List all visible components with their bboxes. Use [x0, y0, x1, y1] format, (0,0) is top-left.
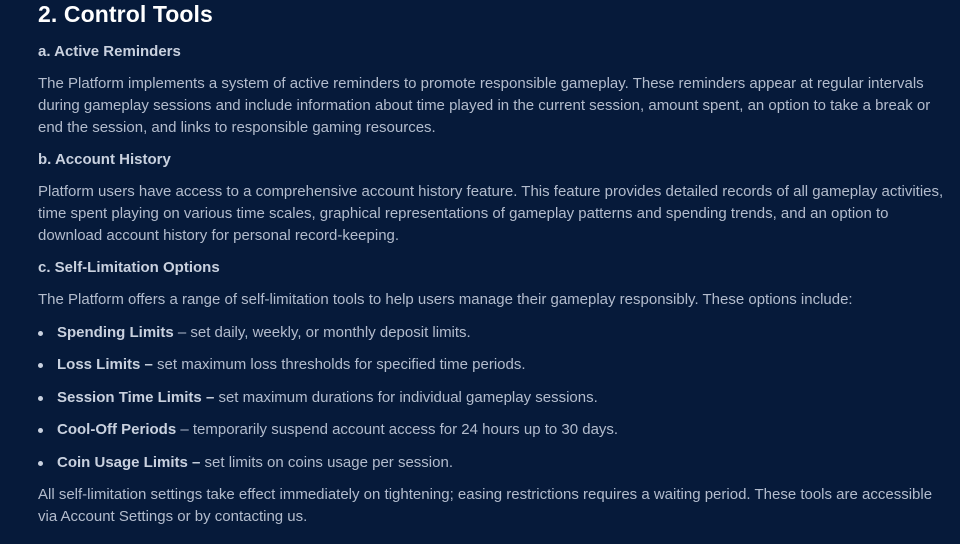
bullet-dot-icon [38, 396, 43, 401]
list-item-session-time-limits [38, 387, 618, 419]
list-item-description: set maximum loss thresholds for specified time periods. [152, 356, 526, 374]
list-item-description: set limits on coins usage per session. [200, 453, 453, 471]
subheading-account-history: b. Account History [38, 151, 171, 168]
paragraph-self-limitation-intro: The Platform offers a range of self-limitation tools to help users manage their gameplay responsibly. These options include: [38, 291, 853, 308]
list-item-term: Loss Limits – [57, 356, 153, 374]
bullet-dot-icon [38, 428, 43, 433]
list-item-description: – set daily, weekly, or monthly deposit limits. [173, 324, 471, 341]
subheading-self-limitation: c. Self-Limitation Options [38, 259, 220, 276]
self-limitation-list [38, 322, 618, 484]
paragraph-account-history: Platform users have access to a comprehensive account history feature. This feature provides detailed records of all gameplay activities, time spent playing on various time scales, graphical representations of gameplay patterns and spending trends, and an option to download account history for personal record-keeping. [38, 183, 944, 244]
bullet-dot-icon [38, 461, 43, 466]
list-item-term: Cool-Off Periods [57, 421, 177, 439]
subheading-active-reminders: a. Active Reminders [38, 43, 181, 60]
bullet-dot-icon [38, 331, 43, 336]
list-item-term: Session Time Limits – [57, 388, 215, 406]
list-item-term: Spending Limits [57, 324, 174, 341]
list-item-term: Coin Usage Limits – [57, 453, 201, 471]
list-item-cool-off-periods [38, 419, 618, 451]
list-item-coin-usage-limits [38, 452, 618, 484]
section-title: 2. Control Tools [38, 1, 213, 27]
bullet-dot-icon [38, 363, 43, 368]
paragraph-closing: All self-limitation settings take effect immediately on tightening; easing restrictions requires a waiting period. These tools are accessible via Account Settings or by contacting us. [38, 486, 933, 525]
paragraph-active-reminders: The Platform implements a system of active reminders to promote responsible gameplay. These reminders appear at regular intervals during gameplay sessions and include information about time played in the current session, amount spent, an option to take a break or end the session, and links to responsible gaming resources. [38, 75, 931, 136]
list-item-description: set maximum durations for individual gameplay sessions. [214, 388, 598, 406]
list-item-description: – temporarily suspend account access for 24 hours up to 30 days. [176, 421, 619, 439]
list-item-spending-limits [38, 322, 618, 354]
list-item-loss-limits [38, 354, 618, 386]
